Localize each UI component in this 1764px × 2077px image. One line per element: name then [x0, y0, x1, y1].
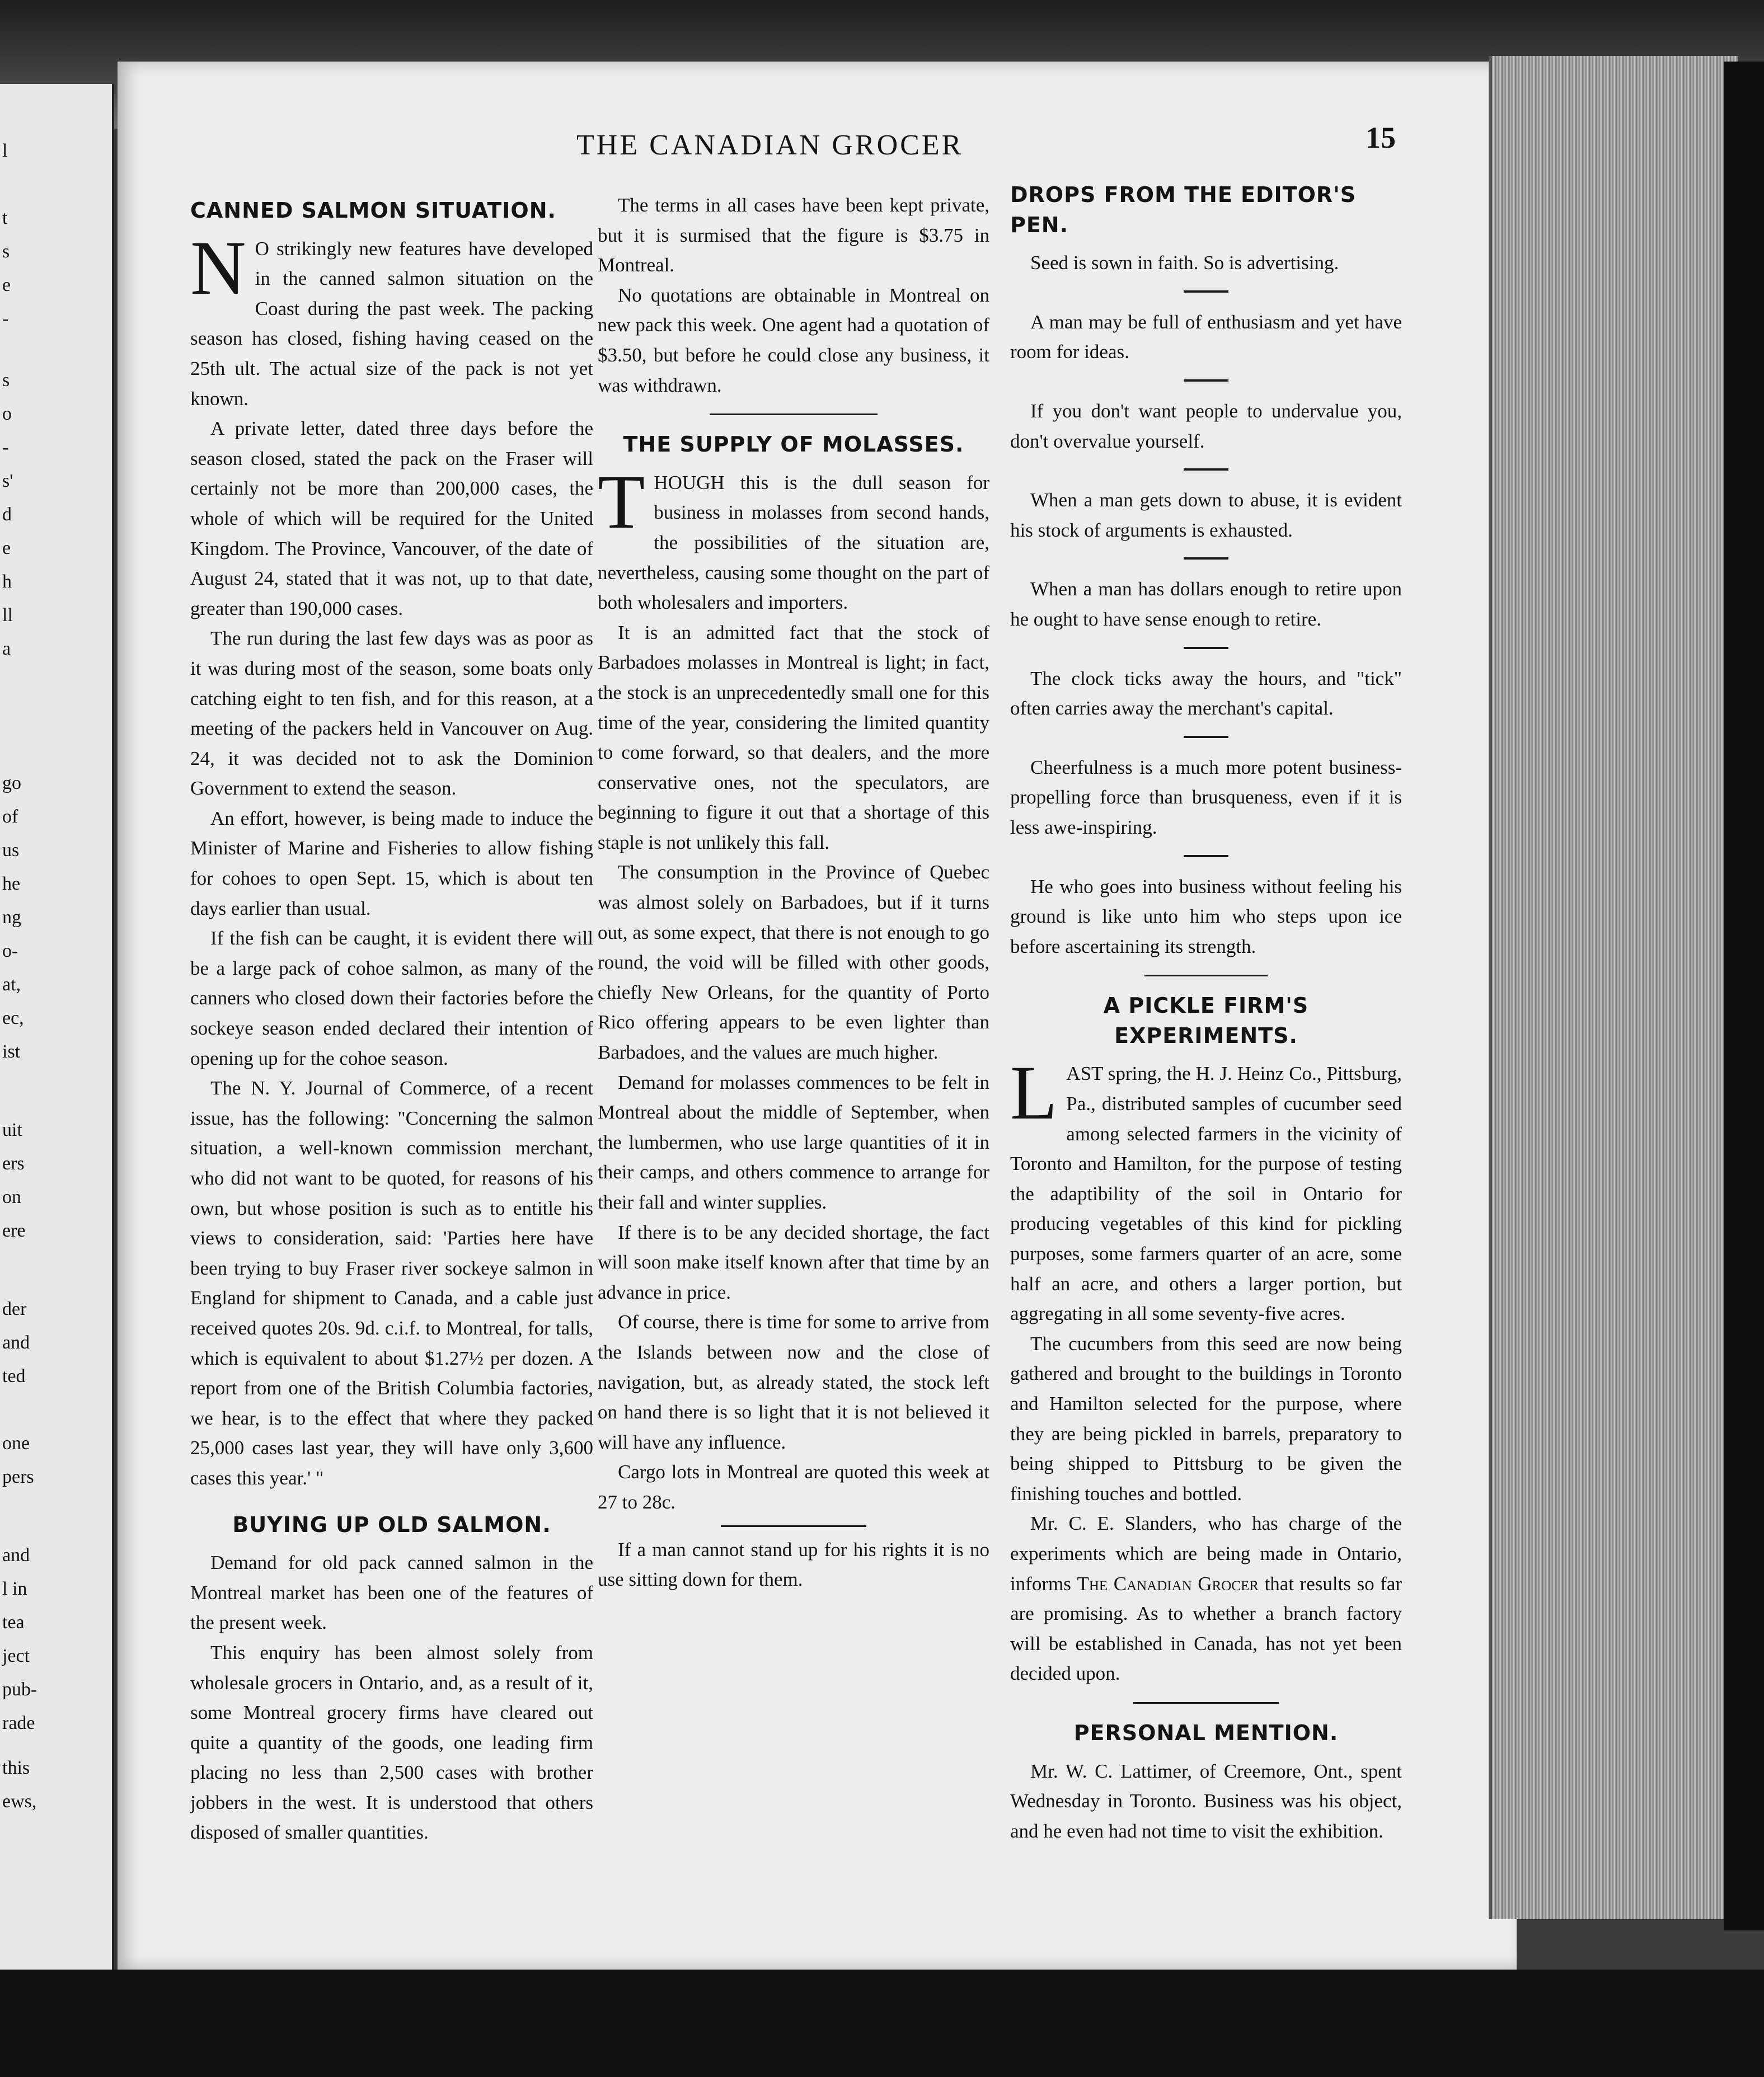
facing-page-text-fragment: l in	[2, 1578, 27, 1599]
editor-saying: A man may be full of enthusiasm and yet have room for ideas.	[1010, 311, 1402, 363]
article-paragraph: The N. Y. Journal of Commerce, of a recent issue, has the following: "Concerning the salmon situation, a well-known commission merchant, who did not want to be quoted, for reasons of his own, but whose position is such as to entitle his views to consideration, said: 'Parties here have been trying to buy Fraser river sockeye salmon in England for shipment to Canada, and a cable just received quotes 20s. 9d. c.i.f. to Montreal, for talls, which is equivalent to about $1.27½ per dozen. A report from one of the British Columbia factories, we hear, is to the effect that where they packed 25,000 cases last year, they will have only 3,600 cases this year.' "	[190, 1077, 593, 1489]
saying-divider	[1184, 379, 1228, 382]
facing-page-text-fragment: ject	[2, 1646, 30, 1666]
article-paragraph: Demand for molasses commences to be felt in Montreal about the middle of September, when the lumbermen, who use large quantities of it in their camps, and others commence to arrange for their fall and winter supplies.	[598, 1071, 989, 1213]
section-rule	[1144, 975, 1268, 976]
article-paragraph: Demand for old pack canned salmon in the Montreal market has been one of the features of the present week.	[190, 1552, 593, 1634]
closing-saying: If a man cannot stand up for his rights it is no use sitting down for them.	[598, 1538, 989, 1591]
editor-saying: If you don't want people to undervalue you, don't overvalue yourself.	[1010, 400, 1402, 452]
article-title-buying-salmon: BUYING UP OLD SALMON.	[232, 1512, 551, 1537]
facing-page-text-fragment: -	[2, 437, 9, 458]
facing-page-text-fragment: ere	[2, 1220, 26, 1241]
facing-page-text-fragment: ist	[2, 1041, 21, 1062]
editor-saying: He who goes into business without feeling his ground is like unto him who steps upon ice before ascertaining its strength.	[1010, 875, 1402, 957]
editor-sayings	[1010, 248, 1402, 961]
facing-page-text-fragment: ews,	[2, 1791, 37, 1812]
publication-name: The Canadian Grocer	[1077, 1572, 1259, 1595]
facing-page-text-fragment: he	[2, 873, 21, 894]
facing-page-text-fragment: der	[2, 1299, 27, 1319]
facing-page-text-fragment: o	[2, 403, 12, 424]
article-paragraph: The run during the last few days was as poor as it was during most of the season, some boats only catching eight to ten fish, and for this reason, at a meeting of the packers held in Vancouver on Aug. 24, it was decided not to ask the Dominion Government to extend the season.	[190, 627, 593, 800]
facing-page-text-fragment: a	[2, 638, 11, 659]
facing-page-text-fragment: d	[2, 504, 12, 525]
saying-divider	[1184, 647, 1228, 649]
section-rule	[1133, 1702, 1279, 1704]
column-3	[1010, 180, 1402, 1846]
facing-page-text-fragment: uit	[2, 1120, 22, 1140]
article-paragraph: A private letter, dated three days before the season closed, stated the pack on the Fraser will certainly not be more than 200,000 cases, the whole of which will be required for the United Kingdom. The Province, Vancouver, of the date of August 24, stated that it was not, up to that date, greater than 190,000 cases.	[190, 417, 593, 619]
saying-divider	[1184, 290, 1228, 293]
article-paragraph: Cargo lots in Montreal are quoted this week at 27 to 28c.	[598, 1461, 989, 1513]
article-paragraph: The terms in all cases have been kept private, but it is surmised that the figure is $3.75 in Montreal.	[598, 194, 989, 276]
article-paragraph: It is an admitted fact that the stock of Barbadoes molasses in Montreal is light; in fact, the stock is an unprecedentedly small one for this time of the year, considering the limited quantity to come forward, so that dealers, and the more conservative ones, not the speculators, are beginning to figure it out that a shortage of this staple is not unlikely this fall.	[598, 621, 989, 853]
facing-page-text-fragment: and	[2, 1545, 30, 1566]
article-paragraph: The cucumbers from this seed are now being gathered and brought to the buildings in Toronto and Hamilton selected for the purpose, where they are being pickled in barrels, preparatory to being shipped to Pittsburg to be given the finishing touches and bottled.	[1010, 1332, 1402, 1505]
book-cover-edge	[1724, 62, 1764, 1930]
article-title-editors-pen: DROPS FROM THE EDITOR'S PEN.	[1010, 182, 1357, 237]
facing-page-text-fragment: pers	[2, 1467, 34, 1487]
facing-page-text-fragment: tea	[2, 1612, 25, 1633]
article-paragraph: Mr. C. E. Slanders, who has charge of the experiments which are being made in Ontario, informs The Canadian Grocer that results so far are promising. As to whether a branch factory will be established in Canada, has not yet been decided upon.	[1010, 1512, 1402, 1685]
saying-divider	[1184, 855, 1228, 857]
article-paragraph: No quotations are obtainable in Montreal on new pack this week. One agent had a quotation of $3.50, but before he could close any business, it was withdrawn.	[598, 284, 989, 396]
article-title-molasses: THE SUPPLY OF MOLASSES.	[623, 432, 964, 457]
article-title-canned-salmon: CANNED SALMON SITUATION.	[190, 198, 556, 223]
article-paragraph: The consumption in the Province of Quebec was almost solely on Barbadoes, but if it turns out, as some expect, that there is not enough to go round, the void will be filled with other goods, chiefly New Orleans, for the quantity of Porto Rico offering appears to be even lighter than Barbadoes, and the values are much higher.	[598, 861, 989, 1064]
article-paragraph: Of course, there is time for some to arrive from the Islands between now and the close of navigation, but, as already stated, the stock left on hand there is so light that it is not believed it will have any influence.	[598, 1311, 989, 1453]
editor-saying: When a man has dollars enough to retire upon he ought to have sense enough to retire.	[1010, 578, 1402, 630]
article-paragraph: LAST spring, the H. J. Heinz Co., Pittsburg, Pa., distributed samples of cucumber seed among selected farmers in the vicinity of Toronto and Hamilton, for the purpose of testing the adaptibility of the soil in Ontario for producing vegetables of this kind for pickling purposes, some farmers quarter of an acre, some half an acre, and others a larger portion, but aggregating in all some seventy-five acres.	[1010, 1050, 1402, 1325]
facing-page-text-fragment: us	[2, 840, 20, 861]
article-paragraph: Mr. W. C. Lattimer, of Creemore, Ont., spent Wednesday in Toronto. Business was his object, and he even had not time to visit the exhibition.	[1010, 1760, 1402, 1842]
article-paragraph: This enquiry has been almost solely from wholesale grocers in Ontario, and, as a result of it, some Montreal grocery firms have cleared out quite a quantity of the goods, one leading firm placing no less than 2,500 cases with brother jobbers in the west. It is understood that others disposed of smaller quantities.	[190, 1641, 593, 1844]
article-title-pickle-firm: A PICKLE FIRM'S EXPERIMENTS.	[1103, 993, 1309, 1048]
facing-page-text-fragment: s	[2, 370, 10, 391]
drop-cap: L	[1010, 1050, 1058, 1136]
editor-saying: Cheerfulness is a much more potent business-propelling force than brusqueness, even if it is less awe-inspiring.	[1010, 756, 1402, 838]
facing-page-text-fragment: t	[2, 208, 8, 228]
saying-divider	[1184, 557, 1228, 560]
saying-divider	[1184, 468, 1228, 471]
facing-page-text-fragment: one	[2, 1433, 30, 1454]
editor-saying: The clock ticks away the hours, and "tick" often carries away the merchant's capital.	[1010, 667, 1402, 720]
column-2	[598, 190, 989, 1595]
facing-page-text-fragment: ec,	[2, 1008, 24, 1028]
editor-saying: Seed is sown in faith. So is advertising.	[1030, 252, 1339, 274]
facing-page-text-fragment: s	[2, 241, 10, 262]
facing-page-fragment	[0, 84, 114, 1975]
facing-page-text-fragment: e	[2, 538, 11, 558]
scan-background-bottom	[0, 1970, 1764, 2077]
facing-page-text-fragment: of	[2, 806, 18, 827]
book-page-edges	[1489, 56, 1738, 1919]
facing-page-text-fragment: ers	[2, 1153, 25, 1174]
facing-page-text-fragment: l	[2, 140, 8, 161]
saying-divider	[1184, 736, 1228, 738]
facing-page-text-fragment: this	[2, 1758, 30, 1778]
section-rule	[710, 413, 878, 415]
article-title-personal-mention: PERSONAL MENTION.	[1073, 1720, 1339, 1745]
section-rule	[721, 1525, 866, 1527]
facing-page-text-fragment: h	[2, 571, 12, 592]
article-paragraph: If there is to be any decided shortage, the fact will soon make itself known after that time by an advance in price.	[598, 1221, 989, 1303]
facing-page-text-fragment: s'	[2, 471, 13, 491]
facing-page-text-fragment: rade	[2, 1713, 35, 1733]
editor-saying: When a man gets down to abuse, it is evident his stock of arguments is exhausted.	[1010, 489, 1402, 541]
facing-page-text-fragment: and	[2, 1332, 30, 1353]
article-paragraph: If the fish can be caught, it is evident there will be a large pack of cohoe salmon, as many of the canners who closed down their factories before the sockeye season ended declared their intention of opening up for the cohoe season.	[190, 927, 593, 1069]
drop-cap: N	[190, 224, 246, 311]
running-head: THE CANADIAN GROCER	[576, 129, 964, 161]
article-paragraph: THOUGH this is the dull season for business in molasses from second hands, the possibilities of the situation are, nevertheless, causing some thought on the part of both wholesalers and importers.	[598, 458, 989, 614]
page-number: 15	[1366, 121, 1396, 154]
facing-page-text-fragment: -	[2, 308, 9, 329]
facing-page-text-fragment: ted	[2, 1366, 26, 1387]
facing-page-text-fragment: on	[2, 1187, 21, 1207]
facing-page-text-fragment: at,	[2, 974, 21, 995]
facing-page-text-fragment: ll	[2, 605, 13, 626]
facing-page-text-fragment: go	[2, 773, 21, 793]
article-paragraph: An effort, however, is being made to induce the Minister of Marine and Fisheries to allow fishing for cohoes to open Sept. 15, which is about ten days earlier than usual.	[190, 807, 593, 919]
facing-page-text-fragment: ng	[2, 907, 21, 928]
column-1	[190, 196, 593, 1848]
facing-page-text-fragment: pub-	[2, 1679, 37, 1700]
drop-cap: T	[598, 458, 645, 544]
facing-page-text-fragment: e	[2, 275, 11, 295]
facing-page-text-fragment: o-	[2, 941, 18, 961]
article-paragraph: N O strikingly new features have developed in the canned salmon situation on the Coast during the past week. The packing season has closed, fishing having ceased on the 25th ult. The actual size of the pack is not yet known.	[190, 224, 593, 410]
